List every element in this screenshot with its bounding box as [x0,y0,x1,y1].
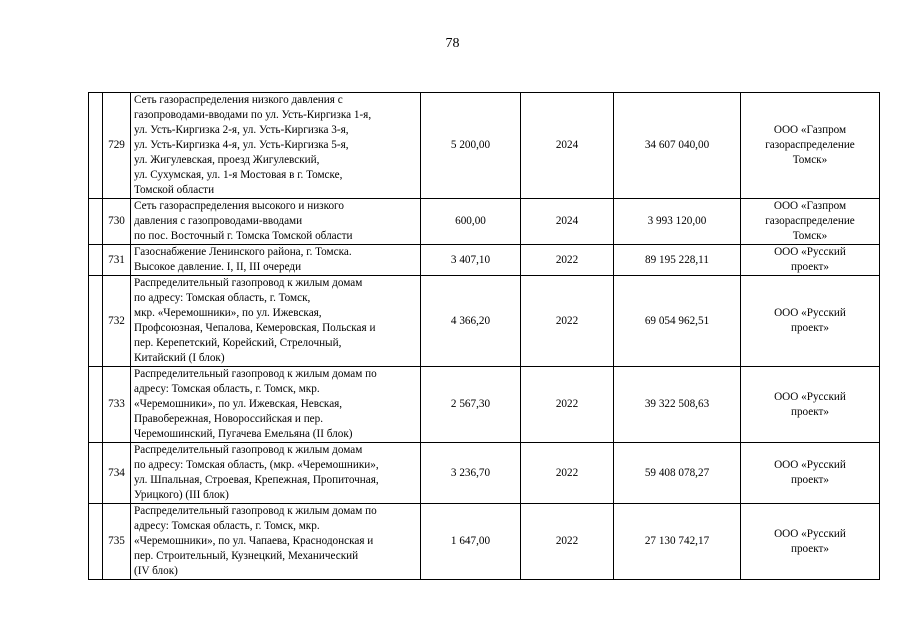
commission-year: 2024 [521,199,614,245]
row-number: 734 [103,443,131,504]
organization [741,276,880,367]
description-line: по пос. Восточный г. Томска Томской области [134,230,353,242]
description-line: пер. Керепетский, Корейский, Стрелочный, [134,337,342,349]
organization [741,443,880,504]
object-description [131,276,421,367]
cost-value: 27 130 742,17 [614,504,741,580]
description-line: адресу: Томская область, г. Томск, мкр. [134,383,320,395]
cost-value: 69 054 962,51 [614,276,741,367]
organization-line: ООО «Русский [774,246,846,258]
cost-value: 34 607 040,00 [614,93,741,199]
table-row [89,443,880,504]
pipeline-length: 1 647,00 [421,504,521,580]
description-line: Китайский (I блок) [134,352,225,364]
description-line: Урицкого) (III блок) [134,489,229,501]
description-line: по адресу: Томская область, (мкр. «Черемошники», [134,459,379,471]
commission-year: 2022 [521,367,614,443]
row-number: 731 [103,245,131,276]
row-margin-cell [89,367,103,443]
description-line: ул. Сухумская, ул. 1-я Мостовая в г. Томске, [134,169,343,181]
cost-value: 89 195 228,11 [614,245,741,276]
page-number: 78 [445,36,460,51]
description-line: Распределительный газопровод к жилым домам по [134,368,377,380]
table-row [89,245,880,276]
description-line: мкр. «Черемошники», по ул. Ижевская, [134,307,322,319]
description-line: ул. Усть-Киргизка 4-я, ул. Усть-Киргизка 5-я, [134,139,349,151]
objects-table [88,92,880,580]
description-line: ул. Усть-Киргизка 2-я, ул. Усть-Киргизка 3-я, [134,124,349,136]
organization-line: проект» [790,261,830,273]
object-description [131,199,421,245]
commission-year: 2022 [521,276,614,367]
organization-line: ООО «Русский [774,307,846,319]
description-line: газопроводами-вводами по ул. Усть-Киргизка 1-я, [134,109,372,121]
organization-line: проект» [790,405,830,418]
organization-line: Томск» [792,230,828,242]
pipeline-length: 3 236,70 [421,443,521,504]
table-row [89,276,880,367]
description-line: Черемошинский, Пугачева Емельяна (II блок) [134,428,353,440]
description-line: Сеть газораспределения высокого и низкого [134,200,344,212]
row-margin-cell [89,245,103,276]
row-margin-cell [89,504,103,580]
pipeline-length: 600,00 [421,199,521,245]
row-margin-cell [89,93,103,199]
cost-value: 3 993 120,00 [614,199,741,245]
description-line: ул. Шпальная, Строевая, Крепежная, Пропиточная, [134,474,379,486]
pipeline-length: 3 407,10 [421,245,521,276]
commission-year: 2022 [521,443,614,504]
description-line: Сеть газораспределения низкого давления с [134,94,343,106]
organization [741,504,880,580]
organization-line: ООО «Русский [774,459,846,471]
pipeline-length: 4 366,20 [421,276,521,367]
description-line: (IV блок) [134,565,178,577]
object-description [131,504,421,580]
description-line: Распределительный газопровод к жилым домам по [134,505,377,517]
cost-value: 39 322 508,63 [614,367,741,443]
description-line: Профсоюзная, Чепалова, Кемеровская, Польская и [134,322,376,334]
organization-line: проект» [790,542,830,555]
organization [741,93,880,199]
row-number: 732 [103,276,131,367]
organization-line: ООО «Русский [774,527,846,540]
description-line: пер. Строительный, Кузнецкий, Механический [134,550,359,562]
pipeline-length: 2 567,30 [421,367,521,443]
description-line: Распределительный газопровод к жилым домам [134,277,363,289]
organization-line: газораспределение [765,139,855,151]
description-line: адресу: Томская область, г. Томск, мкр. [134,520,320,532]
table-row [89,93,880,199]
organization [741,367,880,443]
description-line: давления с газопроводами-вводами [134,215,303,227]
organization-line: ООО «Газпром [773,200,847,212]
object-description [131,93,421,199]
commission-year: 2022 [521,245,614,276]
organization-line: Томск» [792,154,828,166]
organization-line: ООО «Русский [774,390,846,403]
row-margin-cell [89,199,103,245]
organization-line: проект» [790,474,830,486]
row-number: 733 [103,367,131,443]
organization-line: проект» [790,322,830,334]
row-number: 730 [103,199,131,245]
description-line: ул. Жигулевская, проезд Жигулевский, [134,154,320,166]
description-line: Томской области [134,184,215,196]
row-number: 729 [103,93,131,199]
commission-year: 2022 [521,504,614,580]
description-line: Газоснабжение Ленинского района, г. Томска. [134,246,352,258]
description-line: «Черемошники», по ул. Ижевская, Невская, [134,398,343,410]
object-description [131,367,421,443]
object-description [131,443,421,504]
table-row [89,199,880,245]
description-line: по адресу: Томская область, г. Томск, [134,292,311,304]
commission-year: 2024 [521,93,614,199]
object-description [131,245,421,276]
description-line: Распределительный газопровод к жилым домам [134,444,363,456]
organization [741,199,880,245]
row-margin-cell [89,443,103,504]
cost-value: 59 408 078,27 [614,443,741,504]
table-row [89,504,880,580]
table-row [89,367,880,443]
row-number: 735 [103,504,131,580]
pipeline-length: 5 200,00 [421,93,521,199]
organization-line: ООО «Газпром [773,124,847,136]
organization [741,245,880,276]
description-line: «Черемошники», по ул. Чапаева, Краснодонская и [134,535,374,547]
description-line: Высокое давление. I, II, III очереди [134,261,302,273]
row-margin-cell [89,276,103,367]
organization-line: газораспределение [765,215,855,227]
description-line: Правобережная, Новороссийская и пер. [134,413,324,425]
